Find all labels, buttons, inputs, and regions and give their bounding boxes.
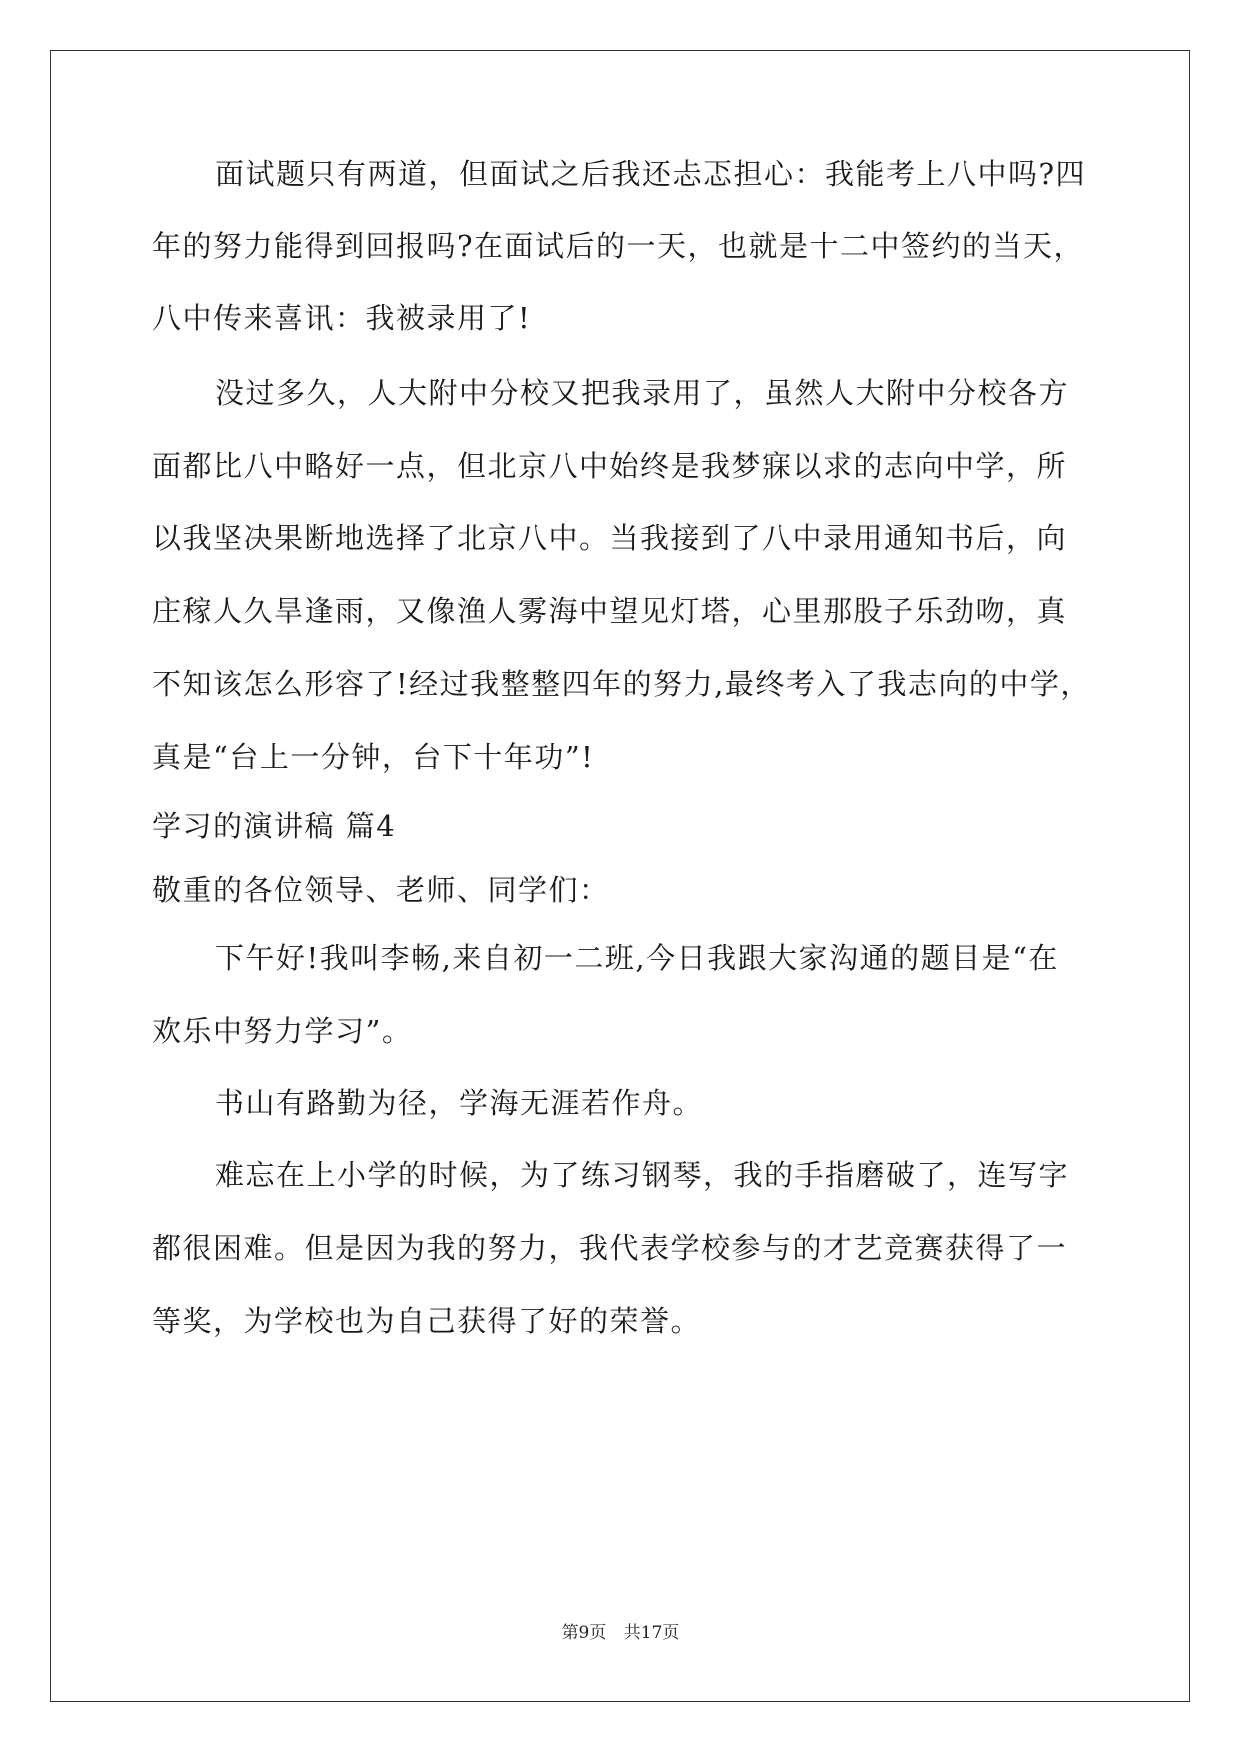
text-line: 等奖，为学校也为自己获得了好的荣誉。 xyxy=(152,1304,702,1338)
text-line: 八中传来喜讯：我被录用了! xyxy=(152,301,532,335)
text-line: 书山有路勤为径，学海无涯若作舟。 xyxy=(215,1086,704,1120)
page-number: 第9页 xyxy=(561,1623,607,1643)
text-line: 年的努力能得到回报吗?在面试后的一天，也就是十二中签约的当天， xyxy=(152,229,1085,263)
text-line: 下午好!我叫李畅,来自初一二班,今日我跟大家沟通的题目是“在 xyxy=(215,941,1059,975)
text-line: 不知该怎么形容了!经过我整整四年的努力,最终考入了我志向的中学， xyxy=(152,667,1091,701)
section-heading: 学习的演讲稿 篇4 xyxy=(152,809,397,843)
text-line: 难忘在上小学的时候，为了练习钢琴，我的手指磨破了，连写字 xyxy=(215,1158,1070,1192)
salutation: 敬重的各位领导、老师、同学们： xyxy=(152,873,610,907)
text-line: 庄稼人久旱逢雨，又像渔人雾海中望见灯塔，心里那股子乐劲吻，真 xyxy=(152,594,1068,628)
text-line: 都很困难。但是因为我的努力，我代表学校参与的才艺竞赛获得了一 xyxy=(152,1231,1068,1265)
page-footer xyxy=(0,1622,1241,1644)
text-line: 以我坚决果断地选择了北京八中。当我接到了八中录用通知书后，向 xyxy=(152,521,1068,555)
page-total: 共17页 xyxy=(623,1623,680,1643)
text-line: 面试题只有两道，但面试之后我还忐忑担心：我能考上八中吗?四 xyxy=(215,157,1087,191)
text-line: 真是“台上一分钟，台下十年功”! xyxy=(152,740,595,774)
text-line: 欢乐中努力学习”。 xyxy=(152,1014,413,1048)
text-line: 没过多久，人大附中分校又把我录用了，虽然人大附中分校各方 xyxy=(215,376,1070,410)
text-line: 面都比八中略好一点，但北京八中始终是我梦寐以求的志向中学，所 xyxy=(152,449,1068,483)
